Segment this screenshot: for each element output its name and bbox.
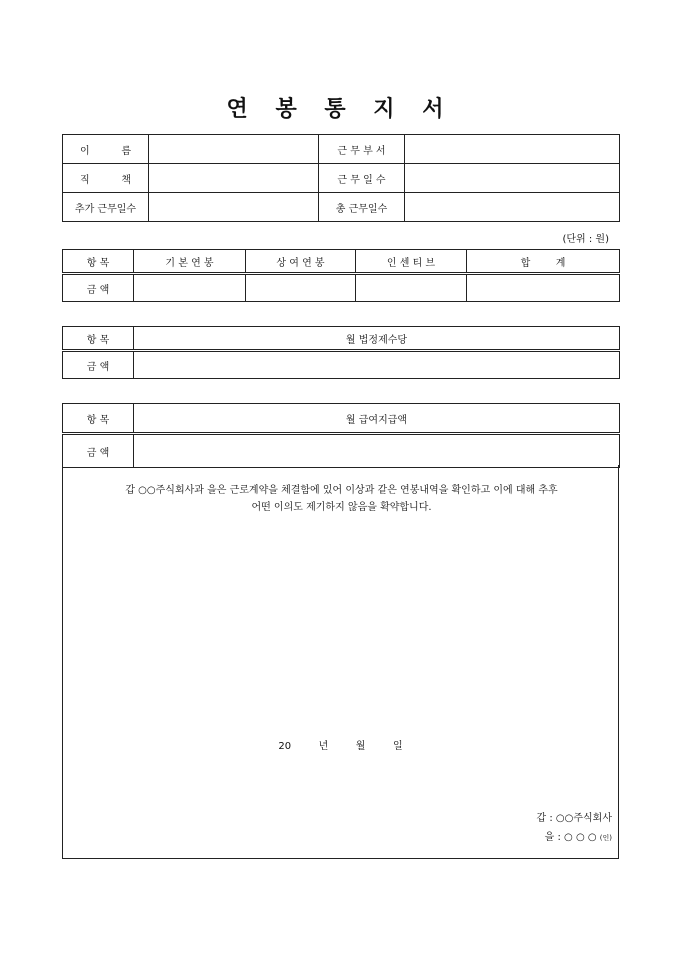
salary-total-value[interactable] xyxy=(467,274,620,302)
extra-days-label: 추가 근무일수 xyxy=(63,193,149,222)
extra-days-value[interactable] xyxy=(149,193,319,222)
payment-value[interactable] xyxy=(134,434,620,468)
unit-note: (단위 : 원) xyxy=(562,234,609,245)
deduction-table xyxy=(62,326,620,379)
agreement-section xyxy=(62,465,619,859)
position-value[interactable] xyxy=(149,164,319,193)
salary-row-label: 금 액 xyxy=(63,274,134,302)
deduction-value[interactable] xyxy=(134,351,620,379)
salary-header-base: 기 본 연 봉 xyxy=(134,250,246,274)
signer-b-line xyxy=(545,828,612,843)
date-line: 20 년 월 일 xyxy=(278,741,403,752)
document-title: 연 봉 통 지 서 xyxy=(226,97,454,122)
deduction-row-label: 금 액 xyxy=(63,351,134,379)
name-label: 이 름 xyxy=(63,135,149,164)
salary-table xyxy=(62,249,620,302)
salary-header-bonus: 상 여 연 봉 xyxy=(246,250,356,274)
payment-table xyxy=(62,403,620,468)
payment-row-label: 금 액 xyxy=(63,434,134,468)
dept-value[interactable] xyxy=(405,135,620,164)
total-days-value[interactable] xyxy=(405,193,620,222)
position-label: 직 책 xyxy=(63,164,149,193)
seal-mark: (인) xyxy=(599,834,612,842)
workdays-value[interactable] xyxy=(405,164,620,193)
salary-header-incentive: 인 센 티 브 xyxy=(356,250,467,274)
statement-line-2: 어떤 이의도 제기하지 않음을 확약합니다. xyxy=(251,502,432,513)
deduction-header-title: 월 법정제수당 xyxy=(134,327,620,351)
dept-label: 근 무 부 서 xyxy=(319,135,405,164)
agreement-statement xyxy=(73,482,610,516)
employee-info-table xyxy=(62,134,620,222)
payment-header-item: 항 목 xyxy=(63,404,134,434)
payment-header-title: 월 급여지급액 xyxy=(134,404,620,434)
signer-a: 갑 : ○○주식회사 xyxy=(536,813,612,824)
workdays-label: 근 무 일 수 xyxy=(319,164,405,193)
salary-header-item: 항 목 xyxy=(63,250,134,274)
salary-base-value[interactable] xyxy=(134,274,246,302)
total-days-label: 총 근무일수 xyxy=(319,193,405,222)
salary-incentive-value[interactable] xyxy=(356,274,467,302)
salary-bonus-value[interactable] xyxy=(246,274,356,302)
name-value[interactable] xyxy=(149,135,319,164)
deduction-header-item: 항 목 xyxy=(63,327,134,351)
statement-line-1: 갑 ○○주식회사과 을은 근로계약을 체결함에 있어 이상과 같은 연봉내역을 확인하고 이에 대해 추후 xyxy=(125,485,558,496)
salary-header-total: 합 계 xyxy=(467,250,620,274)
signer-b: 을 : ○ ○ ○ xyxy=(544,832,597,843)
